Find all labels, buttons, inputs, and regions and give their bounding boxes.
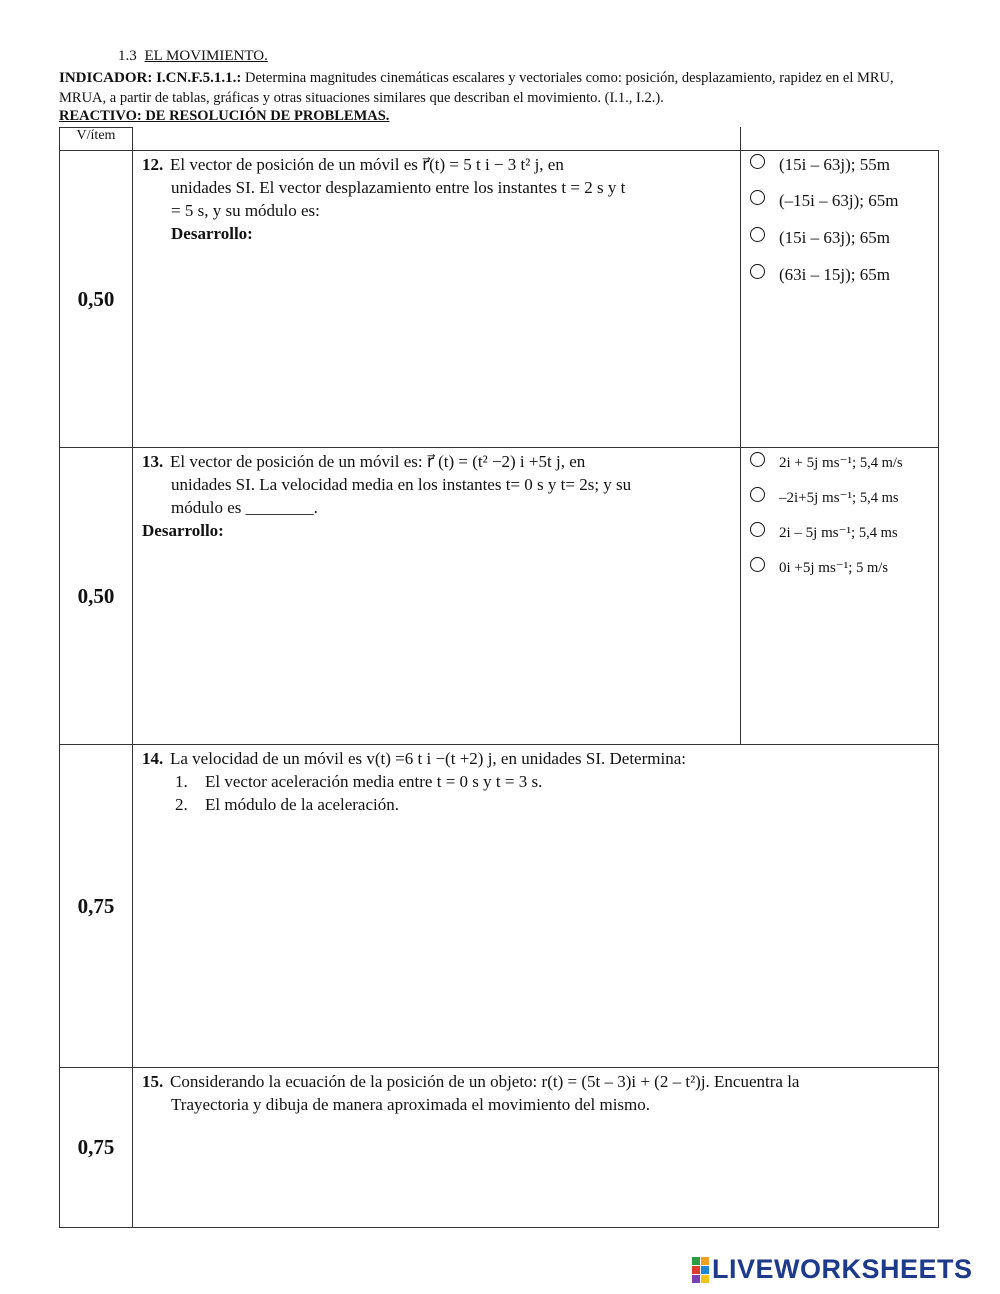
- question-14: [142, 747, 932, 816]
- option-value: 5,4 m/s: [859, 455, 903, 471]
- question-text-line: = 5 s, y su módulo es:: [171, 201, 320, 220]
- section-heading: [118, 48, 268, 65]
- option-q12-a[interactable]: [750, 154, 890, 176]
- radio-icon[interactable]: [750, 264, 765, 279]
- section-title: EL MOVIMIENTO.: [144, 48, 268, 64]
- radio-icon[interactable]: [750, 227, 765, 242]
- question-text-line: El vector de posición de un móvil es r⃗(t) = 5 t i − 3 t² j, en: [170, 155, 564, 174]
- question-15: [142, 1070, 934, 1116]
- question-text-line: unidades SI. El vector desplazamiento entre los instantes t = 2 s y t: [171, 178, 626, 197]
- option-q13-a[interactable]: [750, 452, 903, 474]
- radio-icon[interactable]: [750, 154, 765, 169]
- score-q12: 0,50: [77, 287, 115, 311]
- option-value: 5,4 ms: [859, 490, 899, 506]
- option-q12-c[interactable]: [750, 227, 890, 249]
- question-text-line: Trayectoria y dibuja de manera aproximada el movimiento del mismo.: [171, 1095, 651, 1114]
- liveworksheets-logo: [692, 1254, 973, 1285]
- option-q13-d[interactable]: [750, 557, 888, 579]
- option-label: 2i – 5j ms⁻¹;: [779, 525, 856, 541]
- question-number: 15.: [142, 1072, 164, 1091]
- option-label: 2i + 5j ms⁻¹;: [779, 455, 857, 471]
- radio-icon[interactable]: [750, 487, 765, 502]
- question-text-line: Considerando la ecuación de la posición de un objeto: r(t) = (5t – 3)i + (2 – t²)j. Encuentra la: [170, 1072, 800, 1091]
- option-q13-b[interactable]: [750, 487, 899, 509]
- question-text-line: módulo es ________.: [171, 498, 318, 517]
- radio-icon[interactable]: [750, 452, 765, 467]
- question-12: [142, 153, 737, 245]
- list-item: 1. El vector aceleración media entre t = 0 s y t = 3 s.: [175, 772, 543, 791]
- development-label: Desarrollo:: [171, 224, 253, 243]
- option-label: –2i+5j ms⁻¹;: [779, 490, 857, 506]
- brand-name: LIVEWORKSHEETS: [712, 1254, 973, 1284]
- question-text-line: unidades SI. La velocidad media en los instantes t= 0 s y t= 2s; y su: [171, 475, 632, 494]
- option-label: 0i +5j ms⁻¹;: [779, 560, 853, 576]
- option-q12-d[interactable]: [750, 264, 890, 286]
- option-value: 5,4 ms: [858, 525, 898, 541]
- column-header-v-item: V/ítem: [76, 128, 116, 143]
- indicator-text: Determina magnitudes cinemáticas escalares y vectoriales como: posición, desplazamiento, rapidez en el MRU, MRUA, a partir de tablas, gráficas y otras situaciones similares que describan el movimiento. (I.1., I.2.).: [59, 70, 894, 106]
- option-label: (15i – 63j); 55m: [779, 155, 890, 174]
- logo-blocks-icon: [692, 1257, 709, 1283]
- option-q13-c[interactable]: [750, 522, 898, 544]
- option-value: 5 m/s: [856, 560, 888, 576]
- score-q15: 0,75: [77, 1135, 115, 1159]
- indicator-label: INDICADOR: I.CN.F.5.1.1.:: [59, 70, 242, 86]
- option-q12-b[interactable]: [750, 190, 898, 212]
- section-number: 1.3: [118, 48, 137, 64]
- option-label: (–15i – 63j); 65m: [779, 191, 899, 210]
- development-label: Desarrollo:: [142, 521, 224, 540]
- option-label: (63i – 15j); 65m: [779, 265, 890, 284]
- question-text-line: La velocidad de un móvil es v(t) =6 t i −(t +2) j, en unidades SI. Determina:: [170, 749, 686, 768]
- option-label: (15i – 63j); 65m: [779, 228, 890, 247]
- question-number: 13.: [142, 452, 164, 471]
- question-13: [142, 450, 737, 542]
- radio-icon[interactable]: [750, 557, 765, 572]
- list-item: 2. El módulo de la aceleración.: [175, 795, 399, 814]
- score-q13: 0,50: [77, 584, 115, 608]
- score-q14: 0,75: [77, 894, 115, 918]
- question-text-line: El vector de posición de un móvil es: r⃗ (t) = (t² −2) i +5t j, en: [170, 452, 586, 471]
- radio-icon[interactable]: [750, 190, 765, 205]
- question-number: 12.: [142, 155, 164, 174]
- indicator-paragraph: [59, 68, 944, 108]
- question-number: 14.: [142, 749, 164, 768]
- reactivo-heading: REACTIVO: DE RESOLUCIÓN DE PROBLEMAS.: [59, 108, 390, 124]
- radio-icon[interactable]: [750, 522, 765, 537]
